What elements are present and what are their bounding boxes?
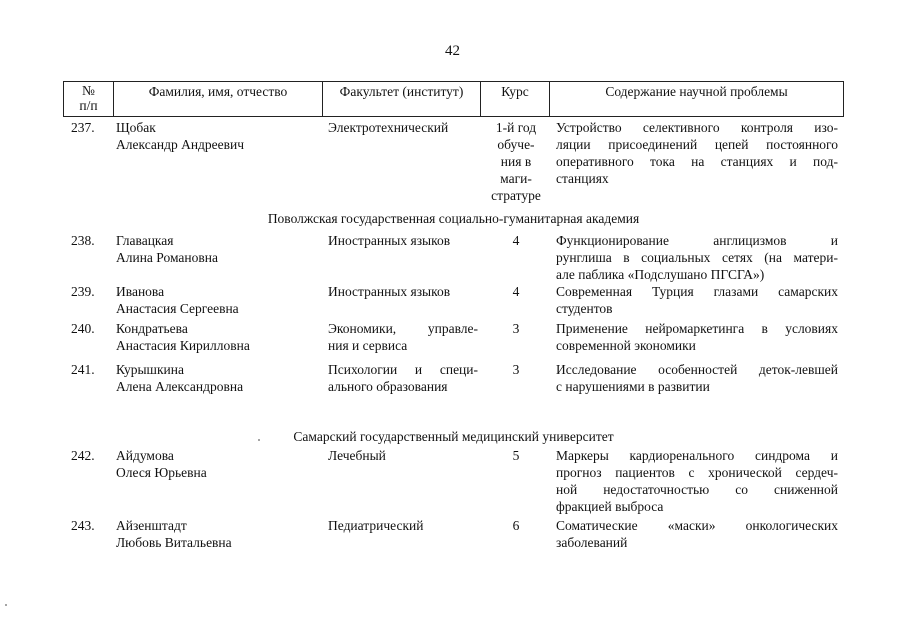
research-topic [556,320,838,354]
topic-line: Применение нейромаркетинга в условиях [556,321,838,336]
student-name: Курышкина Алена Александровна [116,362,244,394]
student-name: Щобак Александр Андреевич [116,120,245,152]
research-topic [556,283,838,317]
topic-line: заболеваний [556,535,628,550]
faculty: Иностранных языков [328,284,451,299]
research-topic [556,232,838,283]
topic-line: але паблика «Подслушано ПГСГА») [556,267,765,282]
course: 5 [512,448,520,463]
topic-line: Исследование особенностей деток-левшей [556,362,838,377]
topic-line: с нарушениями в развитии [556,379,710,394]
page-number: 42 [445,43,460,59]
topic-line: Современная Турция глазами самарских [556,284,838,299]
course: 4 [512,233,520,248]
topic-line: Функционирование англицизмов и [556,233,838,248]
row-number: 242. [71,448,95,463]
topic-line: станциях [556,171,609,186]
header-num: № п/п [64,82,114,116]
student-name: Иванова Анастасия Сергеевна [116,284,239,316]
student-name: Айдумова Олеся Юрьевна [116,448,207,480]
topic-line: фракцией выброса [556,499,664,514]
header-topic: Содержание научной проблемы [605,84,788,99]
faculty [328,361,478,395]
student-name: Кондратьева Анастасия Кирилловна [116,321,250,353]
row-number: 239. [71,284,95,299]
section-title: Поволжская государственная социально-гуманитарная академия [267,211,640,226]
row-number: 241. [71,362,95,377]
faculty: Педиатрический [328,518,424,533]
header-name: Фамилия, имя, отчество [114,82,323,116]
research-topic [556,517,838,551]
topic-line: оперативного тока на станциях и под- [556,154,838,169]
research-topic [556,447,838,515]
row-number: 238. [71,233,95,248]
topic-line: современной экономики [556,338,696,353]
faculty-line: Психологии и специ- [328,362,478,377]
topic-line: студентов [556,301,613,316]
table-header [63,81,844,117]
faculty [328,320,478,354]
faculty: Иностранных языков [328,233,451,248]
topic-line: рунглиша в социальных сетях (на матери- [556,250,838,265]
course: 3 [512,362,520,377]
course: 4 [512,284,520,299]
student-name: Айзенштадт Любовь Витальевна [116,518,232,550]
faculty: Лечебный [328,448,386,463]
student-name: Главацкая Алина Романовна [116,233,218,265]
research-topic [556,119,838,187]
row-number: 240. [71,321,95,336]
section-title: Самарский государственный медицинский университет [293,429,614,444]
course: 3 [512,321,520,336]
faculty-line: ния и сервиса [328,338,408,353]
topic-line: Маркеры кардиоренального синдрома и [556,448,838,463]
faculty-line: ального образования [328,379,448,394]
header-faculty: Факультет (институт) [323,82,481,116]
header-course: Курс [481,82,550,116]
topic-line: ляции присоединений цепей постоянного [556,137,838,152]
topic-line: Устройство селективного контроля изо- [556,120,838,135]
faculty: Электротехнический [328,120,449,135]
course: 1-й год обуче- ния в маги- стратуре [491,120,541,203]
topic-line: прогноз пациентов с хронической сердеч- [556,465,838,480]
row-number: 243. [71,518,95,533]
topic-line: ной недостаточностью со сниженной [556,482,838,497]
course: 6 [512,518,520,533]
row-number: 237. [71,120,95,135]
topic-line: Соматические «маски» онкологических [556,518,838,533]
scan-speck [5,604,7,606]
faculty-line: Экономики, управле- [328,321,478,336]
research-topic [556,361,838,395]
